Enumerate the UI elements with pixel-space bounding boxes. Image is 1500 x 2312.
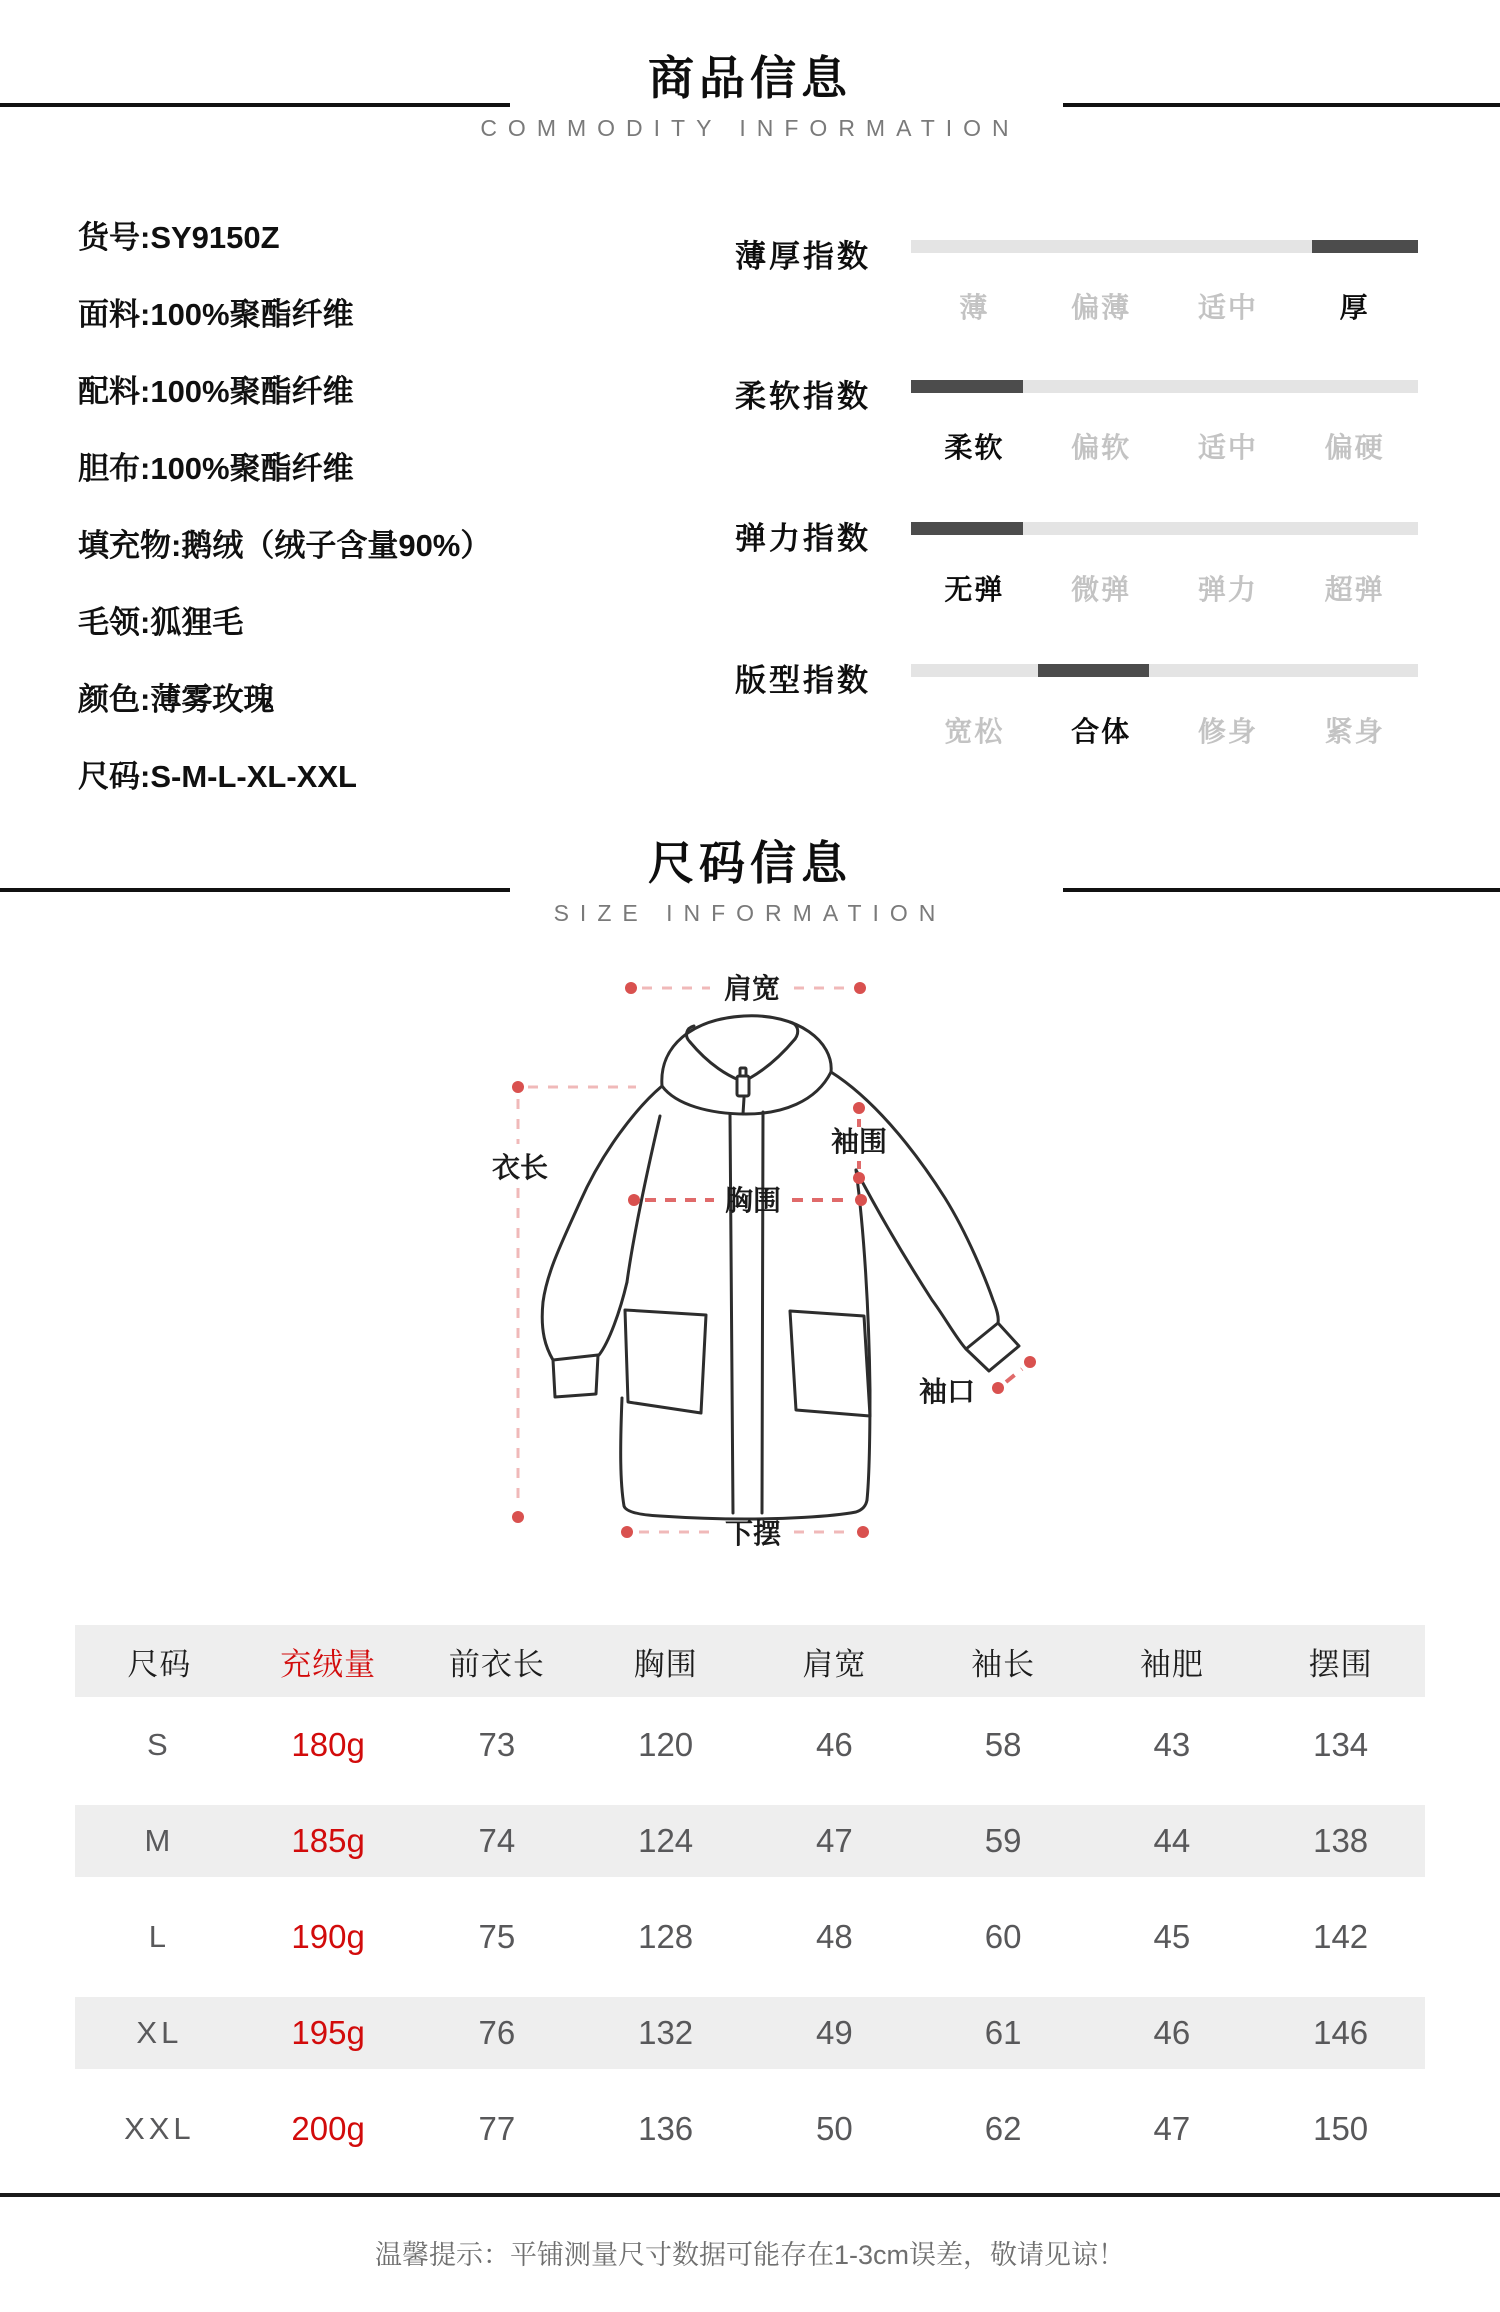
measure-cell: 62 xyxy=(984,2110,1022,2147)
measure-cell: 132 xyxy=(638,2014,694,2051)
measure-cell: 134 xyxy=(1313,1726,1369,1763)
index-level-labels xyxy=(911,710,1418,750)
detail-item-sizes: 尺码:S-M-L-XL-XXL xyxy=(78,759,357,794)
detail-item-accessory: 配料:100%聚酯纤维 xyxy=(78,374,354,409)
detail-item-fur-collar: 毛领:狐狸毛 xyxy=(78,605,244,640)
size-table xyxy=(75,1625,1425,2177)
softness-index-row xyxy=(735,368,1425,478)
fill-weight-cell: 185g xyxy=(291,1822,365,1859)
measure-cell: 120 xyxy=(638,1726,694,1763)
footer-divider xyxy=(0,2193,1500,2197)
measure-cell: 124 xyxy=(638,1822,694,1859)
index-level-label: 偏硬 xyxy=(1324,432,1385,463)
index-level-label: 合体 xyxy=(1071,716,1132,747)
measure-cell: 59 xyxy=(984,1822,1022,1859)
index-title: 薄厚指数 xyxy=(735,239,871,274)
measure-lines-light xyxy=(518,988,852,1532)
index-level-label: 紧身 xyxy=(1324,716,1385,747)
measure-cell: 60 xyxy=(984,1918,1022,1955)
index-level-label: 厚 xyxy=(1339,292,1370,323)
measure-cell: 58 xyxy=(984,1726,1022,1763)
index-bar xyxy=(911,522,1418,535)
sleeve-girth-label: 袖围 xyxy=(830,1126,888,1157)
header-divider-right xyxy=(1063,103,1500,107)
index-title: 弹力指数 xyxy=(735,521,871,556)
fill-weight-cell: 180g xyxy=(291,1726,365,1763)
measure-cell: 50 xyxy=(816,2110,853,2147)
index-bar xyxy=(911,240,1418,253)
elasticity-index-row xyxy=(735,510,1425,620)
cuff-label: 袖口 xyxy=(918,1376,976,1407)
measure-cell: 47 xyxy=(1153,2110,1191,2147)
detail-item-code: 货号:SY9150Z xyxy=(78,220,280,255)
column-header-front-length: 前衣长 xyxy=(448,1646,545,1682)
measure-cell: 48 xyxy=(816,1918,853,1955)
measure-cell: 74 xyxy=(478,1822,516,1859)
measure-cell: 150 xyxy=(1313,2110,1369,2147)
measure-cell: 136 xyxy=(638,2110,694,2147)
footer-notice-text: 温馨提示：平铺测量尺寸数据可能存在1-3cm误差，敬请见谅！ xyxy=(374,2240,1125,2270)
index-level-labels xyxy=(911,426,1418,466)
size-cell: S xyxy=(147,1727,172,1762)
measure-cell: 77 xyxy=(478,2110,516,2147)
fill-weight-cell: 190g xyxy=(291,1918,365,1955)
section-subtitle: SIZE INFORMATION xyxy=(553,900,947,926)
commodity-info-header xyxy=(0,50,1500,142)
column-header-size: 尺码 xyxy=(127,1646,192,1682)
index-bar-fill xyxy=(1312,240,1418,253)
index-bar xyxy=(911,664,1418,677)
fit-index-row xyxy=(735,652,1425,762)
fill-weight-cell: 200g xyxy=(291,2110,365,2147)
jacket-outline xyxy=(542,1016,1019,1519)
detail-item-fabric: 面料:100%聚酯纤维 xyxy=(78,297,354,332)
table-row-m xyxy=(75,1793,1425,1889)
detail-item-lining: 胆布:100%聚酯纤维 xyxy=(78,451,354,486)
measure-cell: 46 xyxy=(1153,2014,1191,2051)
table-row-xxl xyxy=(75,2081,1425,2177)
column-header-chest: 胸围 xyxy=(633,1646,698,1682)
measure-lines-strong xyxy=(645,1119,1022,1382)
size-cell: M xyxy=(144,1823,175,1858)
table-row-s xyxy=(75,1697,1425,1793)
header-divider-left xyxy=(0,103,510,107)
index-level-label: 偏软 xyxy=(1071,432,1132,463)
measure-cell: 73 xyxy=(478,1726,516,1763)
hem-label: 下摆 xyxy=(724,1518,782,1549)
size-diagram xyxy=(450,950,1100,1605)
measure-cell: 43 xyxy=(1153,1726,1191,1763)
section-title: 商品信息 xyxy=(648,52,852,104)
section-subtitle: COMMODITY INFORMATION xyxy=(480,115,1020,141)
index-level-label: 柔软 xyxy=(944,432,1005,463)
index-level-label: 偏薄 xyxy=(1071,292,1132,323)
size-cell: XL xyxy=(136,2015,183,2050)
measure-cell: 47 xyxy=(816,1822,853,1859)
column-header-down-fill: 充绒量 xyxy=(280,1646,377,1682)
index-level-labels xyxy=(911,286,1418,326)
size-cell: XXL xyxy=(124,2111,195,2146)
shoulder-width-label: 肩宽 xyxy=(723,973,781,1004)
index-level-label: 修身 xyxy=(1197,716,1258,747)
product-details-list xyxy=(78,196,491,812)
table-row-l xyxy=(75,1889,1425,1985)
size-diagram-svg xyxy=(450,950,1100,1600)
index-bar-fill xyxy=(911,522,1023,535)
index-bar-fill xyxy=(1038,664,1150,677)
column-header-shoulder: 肩宽 xyxy=(802,1646,867,1682)
garment-length-label: 衣长 xyxy=(491,1152,549,1183)
index-level-label: 微弹 xyxy=(1071,574,1132,605)
index-level-label: 适中 xyxy=(1197,432,1258,463)
section-title: 尺码信息 xyxy=(648,837,852,889)
column-header-sleeve-length: 袖长 xyxy=(971,1646,1036,1682)
size-info-header xyxy=(0,835,1500,927)
index-level-label: 超弹 xyxy=(1324,574,1385,605)
size-table-header-row xyxy=(75,1625,1425,1697)
size-cell: L xyxy=(148,1919,170,1954)
measure-cell: 128 xyxy=(638,1918,694,1955)
index-level-label: 薄 xyxy=(959,292,990,323)
index-title: 柔软指数 xyxy=(735,379,871,414)
measure-cell: 76 xyxy=(478,2014,516,2051)
index-title: 版型指数 xyxy=(735,663,871,698)
table-row-xl xyxy=(75,1985,1425,2081)
thickness-index-row xyxy=(735,228,1425,338)
index-level-label: 弹力 xyxy=(1197,574,1258,605)
index-bar xyxy=(911,380,1418,393)
column-header-sleeve-width: 袖肥 xyxy=(1139,1646,1204,1682)
detail-item-color: 颜色:薄雾玫瑰 xyxy=(78,682,275,717)
chest-label: 胸围 xyxy=(724,1185,782,1216)
measure-cell: 61 xyxy=(984,2014,1022,2051)
index-level-label: 无弹 xyxy=(944,574,1005,605)
header-divider-right xyxy=(1063,888,1500,892)
measure-cell: 142 xyxy=(1313,1918,1369,1955)
measure-cell: 75 xyxy=(478,1918,516,1955)
measure-cell: 146 xyxy=(1313,2014,1369,2051)
measure-cell: 45 xyxy=(1153,1918,1191,1955)
detail-item-filling: 填充物:鹅绒（绒子含量90%） xyxy=(78,528,492,563)
measure-dots xyxy=(512,982,1036,1538)
measure-cell: 49 xyxy=(816,2014,853,2051)
fill-weight-cell: 195g xyxy=(291,2014,365,2051)
index-level-label: 宽松 xyxy=(944,716,1005,747)
measure-cell: 138 xyxy=(1313,1822,1369,1859)
index-level-labels xyxy=(911,568,1418,608)
measure-cell: 46 xyxy=(816,1726,853,1763)
column-header-hem: 摆围 xyxy=(1308,1646,1373,1682)
measure-cell: 44 xyxy=(1153,1822,1191,1859)
header-divider-left xyxy=(0,888,510,892)
index-bar-fill xyxy=(911,380,1023,393)
index-level-label: 适中 xyxy=(1197,292,1258,323)
